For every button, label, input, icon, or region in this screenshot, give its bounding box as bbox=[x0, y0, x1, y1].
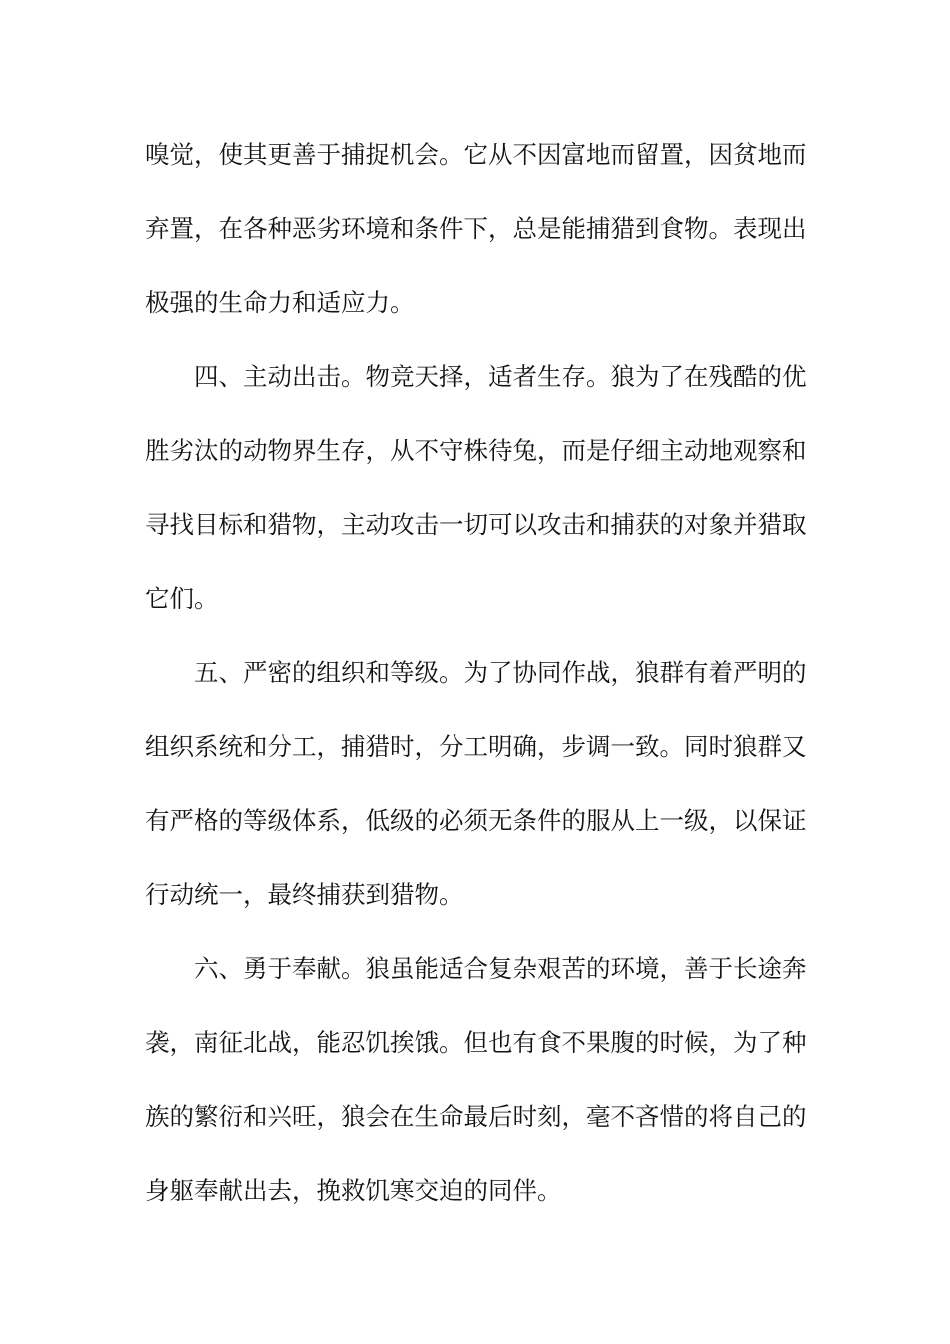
text-line: 寻找目标和猎物，主动攻击一切可以攻击和捕获的对象并猎取 bbox=[145, 510, 807, 539]
text-line: 组织系统和分工，捕猎时，分工明确，步调一致。同时狼群又 bbox=[145, 732, 807, 761]
paragraph-first-line: 六、勇于奉献。狼虽能适合复杂艰苦的环境，善于长途奔 bbox=[194, 954, 807, 983]
text-line: 它们。 bbox=[145, 584, 219, 613]
text-line: 行动统一，最终捕获到猎物。 bbox=[145, 880, 464, 909]
text-line: 胜劣汰的动物界生存，从不守株待兔，而是仔细主动地观察和 bbox=[145, 436, 807, 465]
paragraph-first-line: 五、严密的组织和等级。为了协同作战，狼群有着严明的 bbox=[194, 658, 807, 687]
text-line: 身躯奉献出去，挽救饥寒交迫的同伴。 bbox=[145, 1176, 562, 1205]
text-line: 极强的生命力和适应力。 bbox=[145, 288, 415, 317]
text-line: 族的繁衍和兴旺，狼会在生命最后时刻，毫不吝惜的将自己的 bbox=[145, 1102, 807, 1131]
text-line: 弃置，在各种恶劣环境和条件下，总是能捕猎到食物。表现出 bbox=[145, 214, 807, 243]
text-line: 袭，南征北战，能忍饥挨饿。但也有食不果腹的时候，为了种 bbox=[145, 1028, 807, 1057]
text-line: 嗅觉，使其更善于捕捉机会。它从不因富地而留置，因贫地而 bbox=[145, 140, 807, 169]
paragraph-first-line: 四、主动出击。物竞天择，适者生存。狼为了在残酷的优 bbox=[194, 362, 807, 391]
text-line: 有严格的等级体系，低级的必须无条件的服从上一级，以保证 bbox=[145, 806, 807, 835]
